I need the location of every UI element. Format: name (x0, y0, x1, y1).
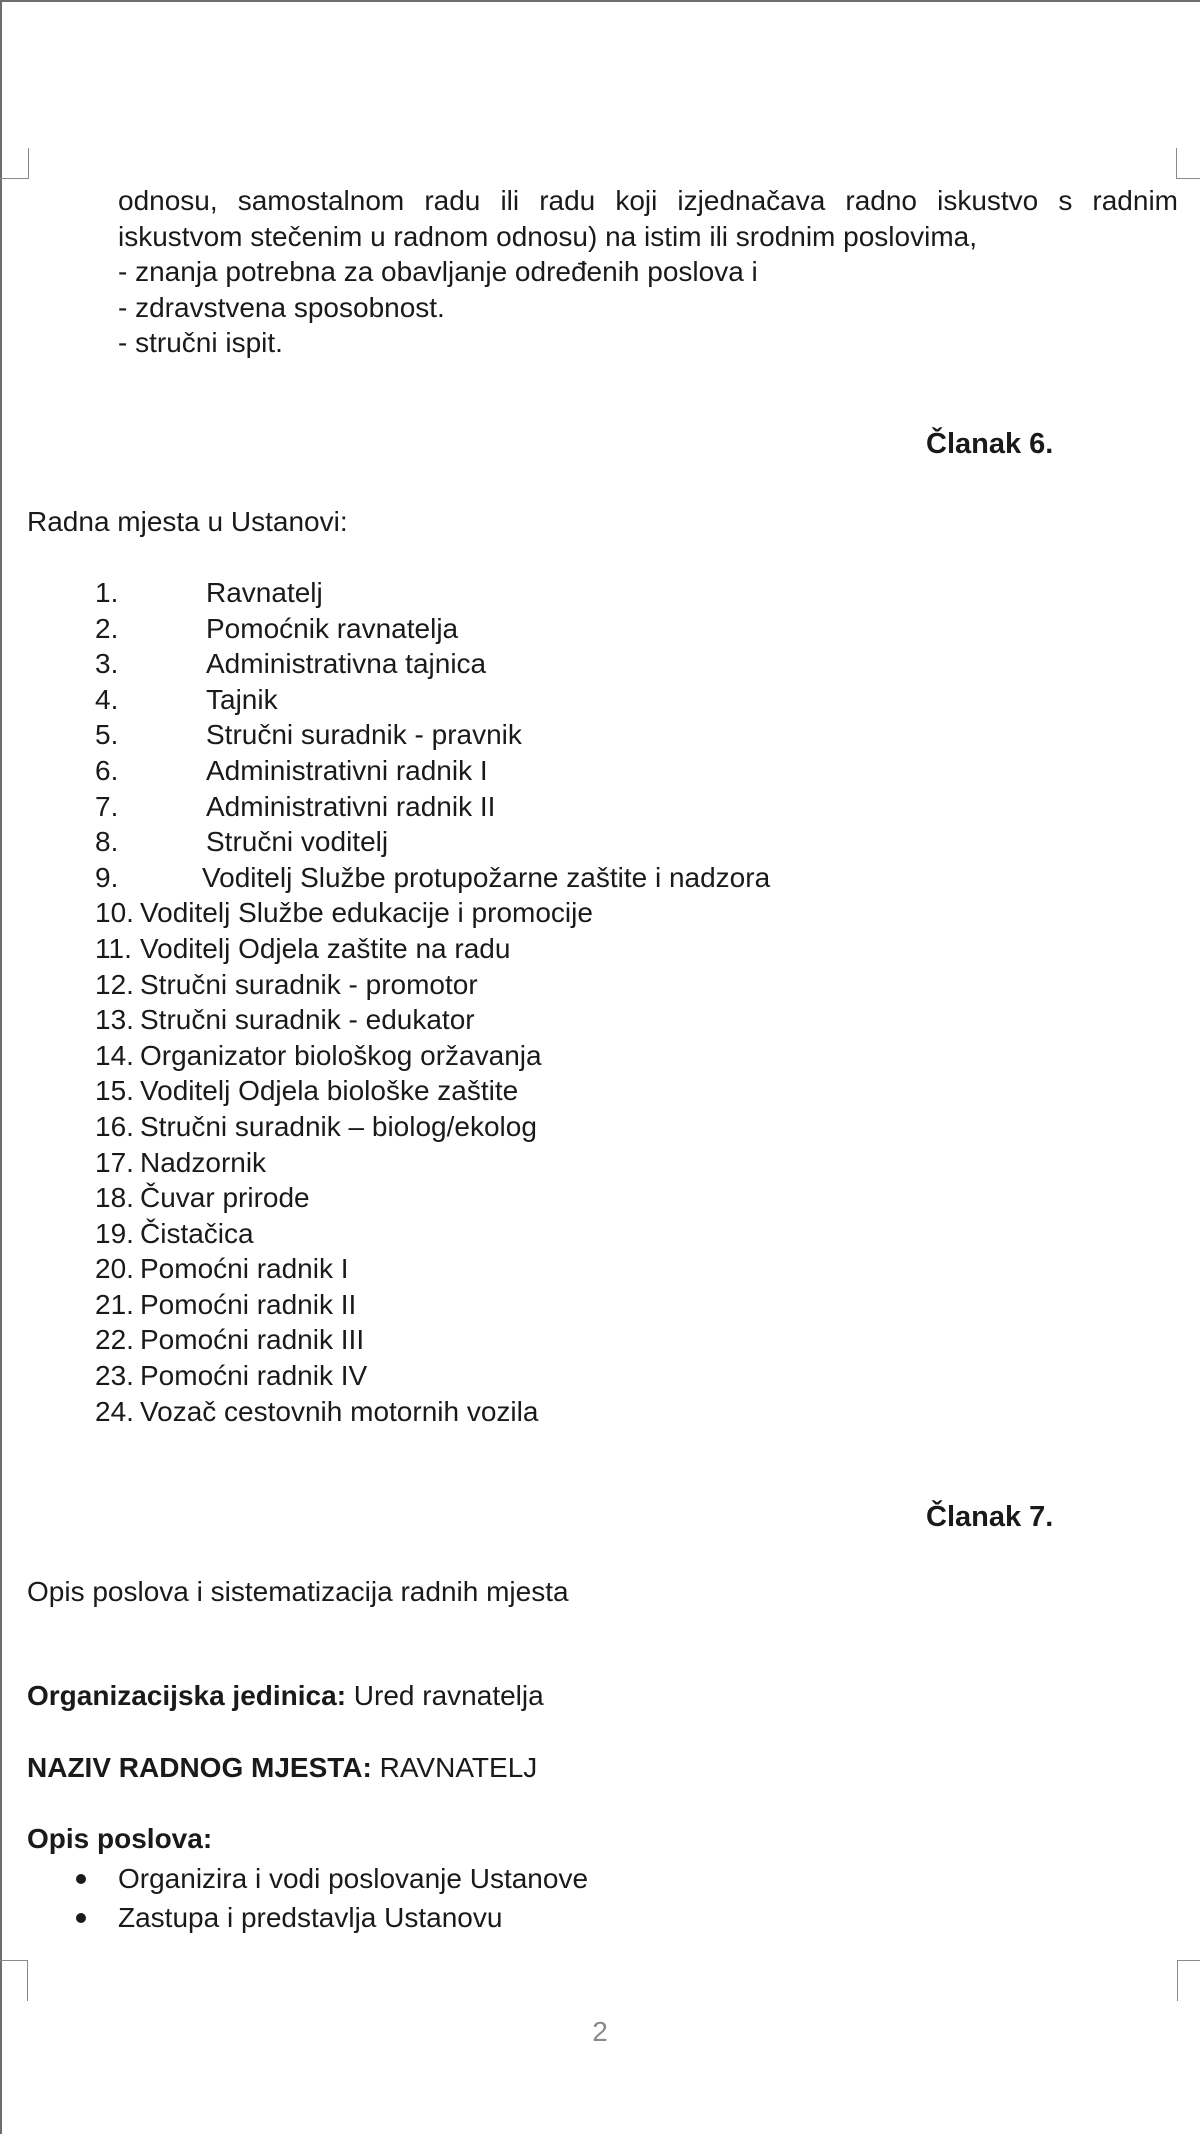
job-title-label: NAZIV RADNOG MJESTA: (27, 1752, 372, 1783)
requirement-item: - zdravstvena sposobnost. (118, 291, 445, 323)
crop-mark-top-right (1176, 148, 1200, 179)
intro-line: odnosu, samostalnom radu ili radu koji izjednačava radno iskustvo s radnim (118, 185, 1178, 216)
list-item: 13. Stručni suradnik - edukator (95, 1004, 475, 1036)
bullet-icon (76, 1913, 86, 1923)
duties-list (70, 1859, 588, 1937)
list-item: 24. Vozač cestovnih motornih vozila (95, 1395, 539, 1427)
page-top-edge (0, 0, 1200, 2)
list-item: 16. Stručni suradnik – biolog/ekolog (95, 1110, 537, 1142)
page-number: 2 (592, 2016, 608, 2047)
list-item: 22. Pomoćni radnik III (95, 1324, 365, 1356)
article-7-intro: Opis poslova i sistematizacija radnih mjesta (27, 1576, 569, 1607)
list-item: 6. Administrativni radnik I (95, 754, 488, 786)
list-item: 11. Voditelj Odjela zaštite na radu (95, 932, 511, 964)
list-item: 14. Organizator biološkog oržavanja (95, 1039, 542, 1071)
org-unit-label: Organizacijska jedinica: (27, 1680, 347, 1711)
list-item: 5. Stručni suradnik - pravnik (95, 719, 522, 751)
list-item: 18. Čuvar prirode (95, 1182, 310, 1214)
list-item: 7. Administrativni radnik II (95, 790, 496, 822)
bullet-icon (76, 1874, 86, 1884)
list-item: Zastupa i predstavlja Ustanovu (70, 1898, 588, 1937)
list-item: 23. Pomoćni radnik IV (95, 1360, 368, 1392)
list-item: 21. Pomoćni radnik II (95, 1288, 357, 1320)
duties-heading: Opis poslova: (27, 1823, 213, 1854)
article-6-heading: Članak 6. (926, 428, 1054, 460)
intro-line: iskustvom stečenim u radnom odnosu) na istim ili srodnim poslovima, (118, 220, 977, 252)
list-item: 4. Tajnik (95, 683, 278, 715)
intro-paragraph (118, 183, 1178, 361)
org-unit-value: Ured ravnatelja (346, 1680, 544, 1711)
list-item: Organizira i vodi poslovanje Ustanove (70, 1859, 588, 1898)
list-item: 1. Ravnatelj (95, 577, 323, 608)
org-unit-line (27, 1680, 544, 1712)
job-positions-list (95, 575, 771, 1429)
requirement-item: - znanja potrebna za obavljanje određenih poslova i (118, 256, 758, 287)
page-left-edge (0, 0, 2, 2134)
list-item: 15. Voditelj Odjela biološke zaštite (95, 1075, 519, 1107)
article-7-heading: Članak 7. (926, 1501, 1054, 1533)
crop-mark-top-left (0, 148, 29, 179)
list-item: 19. Čistačica (95, 1217, 254, 1249)
list-item: 20. Pomoćni radnik I (95, 1253, 349, 1285)
crop-mark-bottom-left (0, 1960, 28, 2001)
list-item: 17. Nadzornik (95, 1146, 267, 1178)
job-title-line (27, 1752, 537, 1784)
list-item: 12. Stručni suradnik - promotor (95, 968, 478, 1000)
list-item: 3. Administrativna tajnica (95, 648, 487, 680)
list-item: 9. Voditelj Službe protupožarne zaštite i nadzora (95, 861, 771, 893)
requirement-item: - stručni ispit. (118, 327, 283, 358)
list-item: 10. Voditelj Službe edukacije i promocije (95, 897, 593, 929)
job-title-value: RAVNATELJ (371, 1752, 538, 1783)
crop-mark-bottom-right (1177, 1960, 1200, 2001)
article-6-intro: Radna mjesta u Ustanovi: (27, 506, 348, 537)
list-item: 8. Stručni voditelj (95, 826, 389, 858)
list-item: 2. Pomoćnik ravnatelja (95, 612, 459, 644)
